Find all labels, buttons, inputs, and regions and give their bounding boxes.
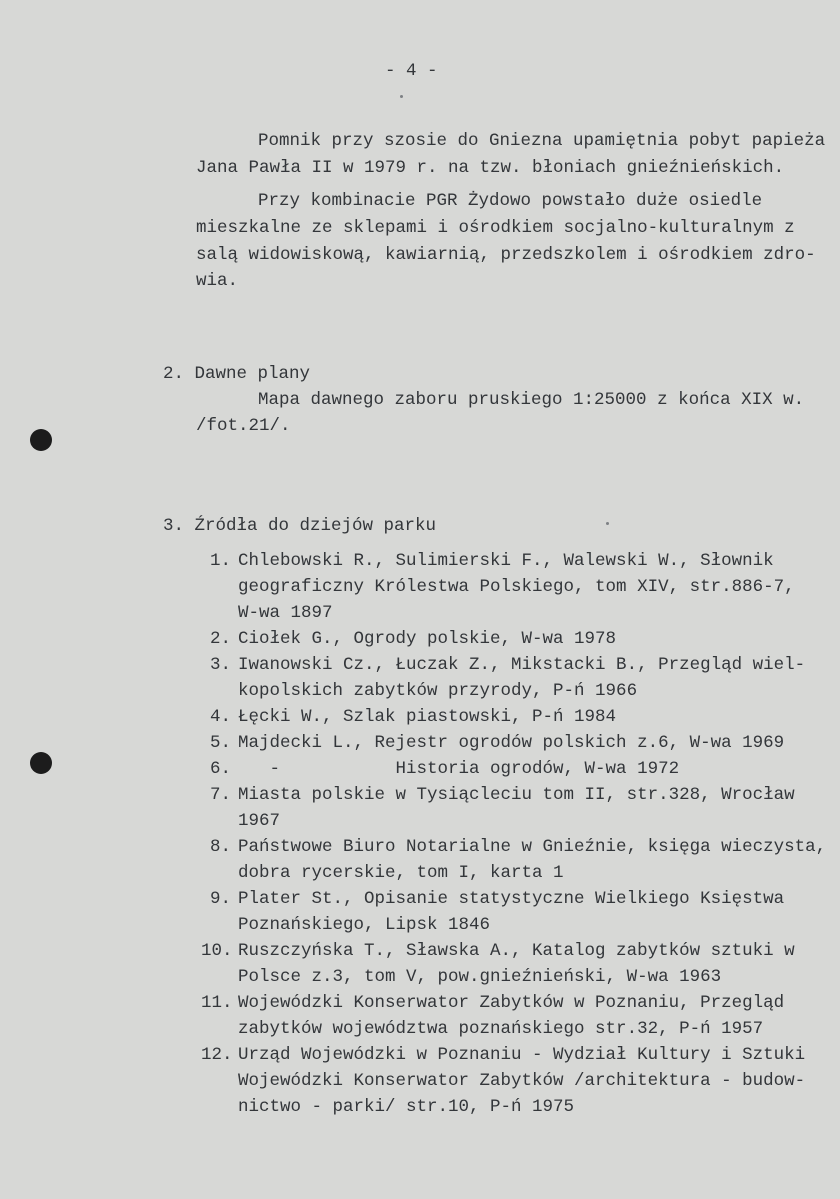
paragraph-line: wia.	[196, 271, 239, 291]
section-line: Mapa dawnego zaboru pruskiego 1:25000 z końca XIX w.	[258, 390, 805, 410]
list-item-line: - Historia ogrodów, W-wa 1972	[238, 759, 680, 779]
list-item-line: dobra rycerskie, tom I, karta 1	[238, 863, 564, 883]
list-item-line: Urząd Wojewódzki w Poznaniu - Wydział Kultury i Sztuki	[238, 1045, 806, 1065]
list-item-number: 3.	[209, 655, 231, 675]
list-item-line: Majdecki L., Rejestr ogrodów polskich z.6, W-wa 1969	[238, 733, 785, 753]
section-line: /fot.21/.	[196, 416, 291, 436]
paragraph-line: Jana Pawła II w 1979 r. na tzw. błoniach gnieźnieńskich.	[196, 158, 785, 178]
list-item-line: zabytków województwa poznańskiego str.32, P-ń 1957	[238, 1019, 764, 1039]
list-item-line: W-wa 1897	[238, 603, 333, 623]
list-item-number: 5.	[209, 733, 231, 753]
list-item-number: 4.	[209, 707, 231, 727]
list-item-line: Chlebowski R., Sulimierski F., Walewski W., Słownik	[238, 551, 774, 571]
list-item-line: 1967	[238, 811, 281, 831]
section-heading: 3. Źródła do dziejów parku	[163, 516, 437, 536]
paragraph-line: Pomnik przy szosie do Gniezna upamiętnia pobyt papieża	[258, 131, 826, 151]
paragraph-line: mieszkalne ze sklepami i ośrodkiem socjalno-kulturalnym z	[196, 218, 795, 238]
list-item-line: Łęcki W., Szlak piastowski, P-ń 1984	[238, 707, 617, 727]
list-item-number: 2.	[209, 629, 231, 649]
list-item-line: kopolskich zabytków przyrody, P-ń 1966	[238, 681, 638, 701]
list-item-line: Polsce z.3, tom V, pow.gnieźnieński, W-wa 1963	[238, 967, 722, 987]
list-item-line: Ciołek G., Ogrody polskie, W-wa 1978	[238, 629, 617, 649]
list-item-number: 8.	[209, 837, 231, 857]
paragraph-line: Przy kombinacie PGR Żydowo powstało duże osiedle	[258, 191, 763, 211]
list-item-number: 11.	[201, 993, 233, 1013]
list-item-number: 9.	[209, 889, 231, 909]
list-item-number: 12.	[201, 1045, 233, 1065]
punch-hole	[30, 752, 52, 774]
list-item-number: 7.	[209, 785, 231, 805]
list-item-line: Iwanowski Cz., Łuczak Z., Mikstacki B., Przegląd wiel-	[238, 655, 806, 675]
list-item-number: 1.	[209, 551, 231, 571]
list-item-line: Miasta polskie w Tysiącleciu tom II, str.328, Wrocław	[238, 785, 795, 805]
list-item-line: Wojewódzki Konserwator Zabytków /architektura - budow-	[238, 1071, 806, 1091]
list-item-line: nictwo - parki/ str.10, P-ń 1975	[238, 1097, 575, 1117]
section-heading: 2. Dawne plany	[163, 364, 311, 384]
list-item-line: Państwowe Biuro Notarialne w Gnieźnie, księga wieczysta,	[238, 837, 827, 857]
list-item-line: Plater St., Opisanie statystyczne Wielkiego Księstwa	[238, 889, 785, 909]
list-item-line: Ruszczyńska T., Sławska A., Katalog zabytków sztuki w	[238, 941, 795, 961]
punch-hole	[30, 429, 52, 451]
paragraph-line: salą widowiskową, kawiarnią, przedszkolem i ośrodkiem zdro-	[196, 245, 816, 265]
list-item-line: geograficzny Królestwa Polskiego, tom XIV, str.886-7,	[238, 577, 795, 597]
list-item-line: Poznańskiego, Lipsk 1846	[238, 915, 491, 935]
page-number: - 4 -	[385, 61, 438, 81]
paper-speck	[606, 522, 609, 525]
list-item-line: Wojewódzki Konserwator Zabytków w Poznaniu, Przegląd	[238, 993, 785, 1013]
list-item-number: 10.	[201, 941, 233, 961]
list-item-number: 6.	[209, 759, 231, 779]
paper-speck	[400, 95, 403, 98]
